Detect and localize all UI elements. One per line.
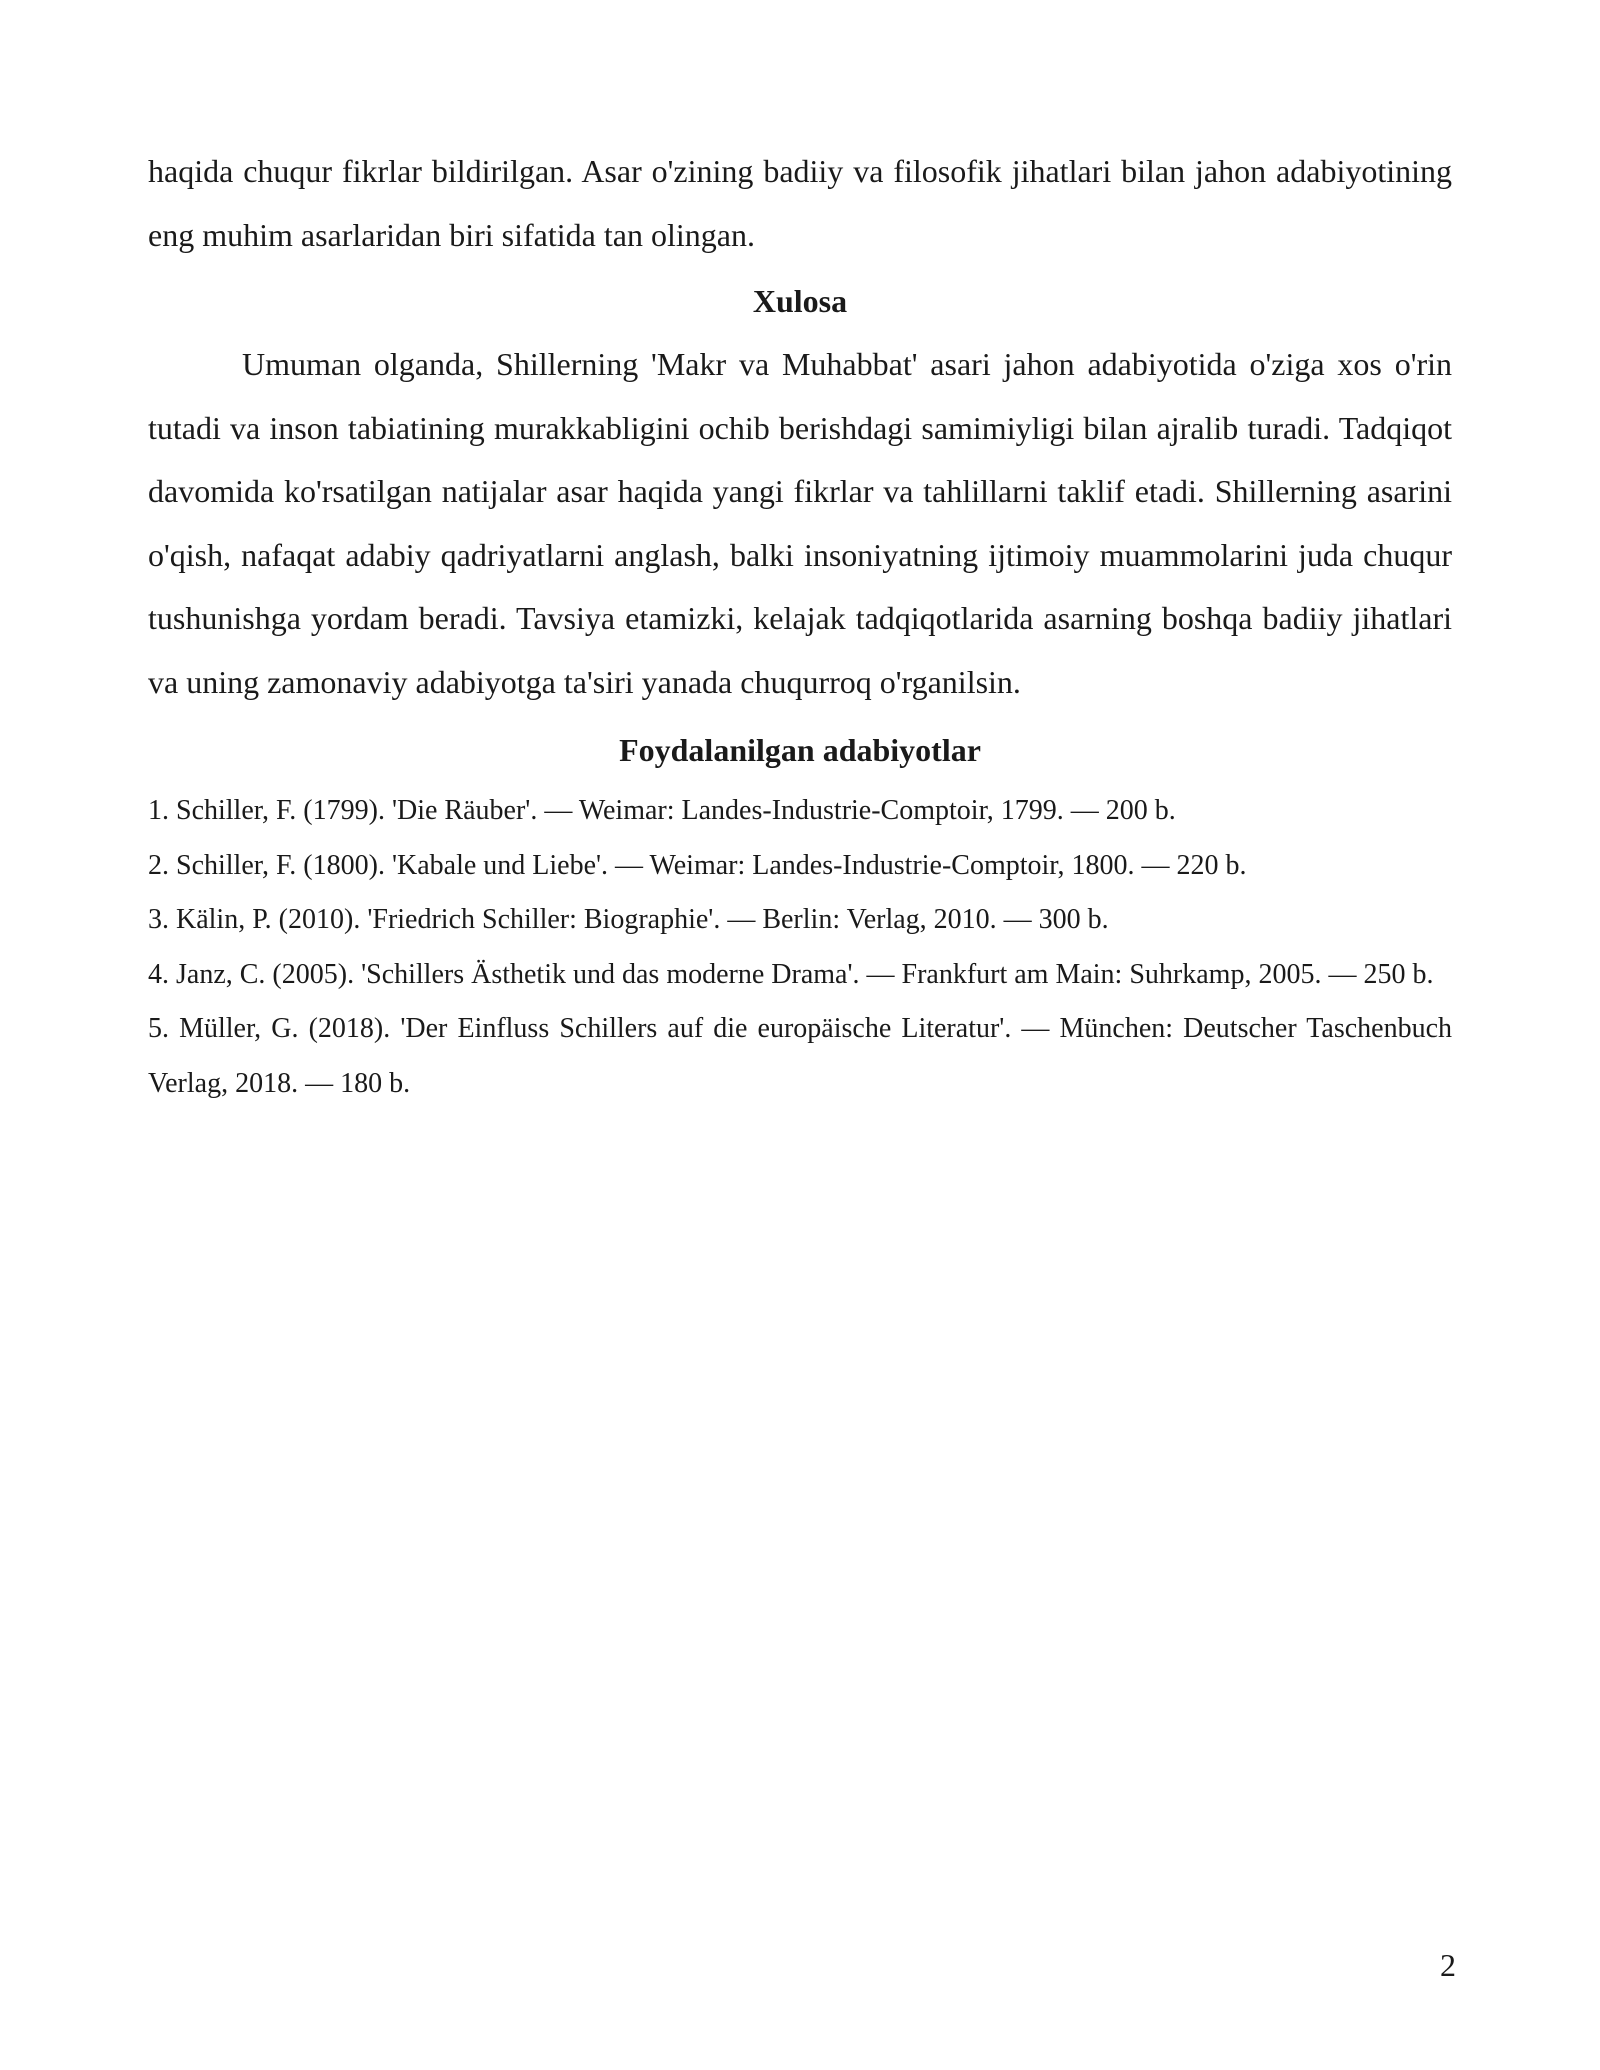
reference-item: 4. Janz, C. (2005). 'Schillers Ästhetik und das moderne Drama'. — Frankfurt am Main: Suhrkamp, 2005. — 250 b. xyxy=(148,958,1434,990)
intro-paragraph: haqida chuqur fikrlar bildirilgan. Asar o'zining badiiy va filosofik jihatlari bilan jahon adabiyotining eng muhim asarlaridan biri sifatida tan olingan. xyxy=(148,153,1452,253)
conclusion-paragraph: Umuman olganda, Shillerning 'Makr va Muhabbat' asari jahon adabiyotida o'ziga xos o'rin tutadi va inson tabiatining murakkabligini ochib berishdagi samimiyligi bilan ajralib turadi. Tadqiqot davomida ko'rsatilgan natijalar asar haqida yangi fikrlar va tahlillarni taklif etadi. Shillerning asarini o'qish, nafaqat adabiy qadriyatlarni anglash, balki insoniyatning ijtimoiy muammolarini juda chuqur tushunishga yordam beradi. Tavsiya etamizki, kelajak tadqiqotlarida asarning boshqa badiiy jihatlari va uning zamonaviy adabiyotga ta'siri yanada chuqurroq o'rganilsin. xyxy=(148,346,1452,700)
page-content xyxy=(148,140,1452,1111)
reference-item: 2. Schiller, F. (1800). 'Kabale und Liebe'. — Weimar: Landes-Industrie-Comptoir, 1800. — 220 b. xyxy=(148,849,1247,881)
conclusion-heading: Xulosa xyxy=(752,283,848,319)
references-heading: Foydalanilgan adabiyotlar xyxy=(619,732,981,768)
references-list xyxy=(148,784,1452,1111)
reference-item: 5. Müller, G. (2018). 'Der Einfluss Schillers auf die europäische Literatur'. — München: Deutscher Taschenbuch Verlag, 2018. — 180 b. xyxy=(148,1013,1452,1099)
page-number: 2 xyxy=(1440,1947,1456,1983)
reference-item: 1. Schiller, F. (1799). 'Die Räuber'. — Weimar: Landes-Industrie-Comptoir, 1799. — 200 b. xyxy=(148,795,1176,826)
reference-item: 3. Kälin, P. (2010). 'Friedrich Schiller: Biographie'. — Berlin: Verlag, 2010. — 300 b. xyxy=(148,904,1109,935)
